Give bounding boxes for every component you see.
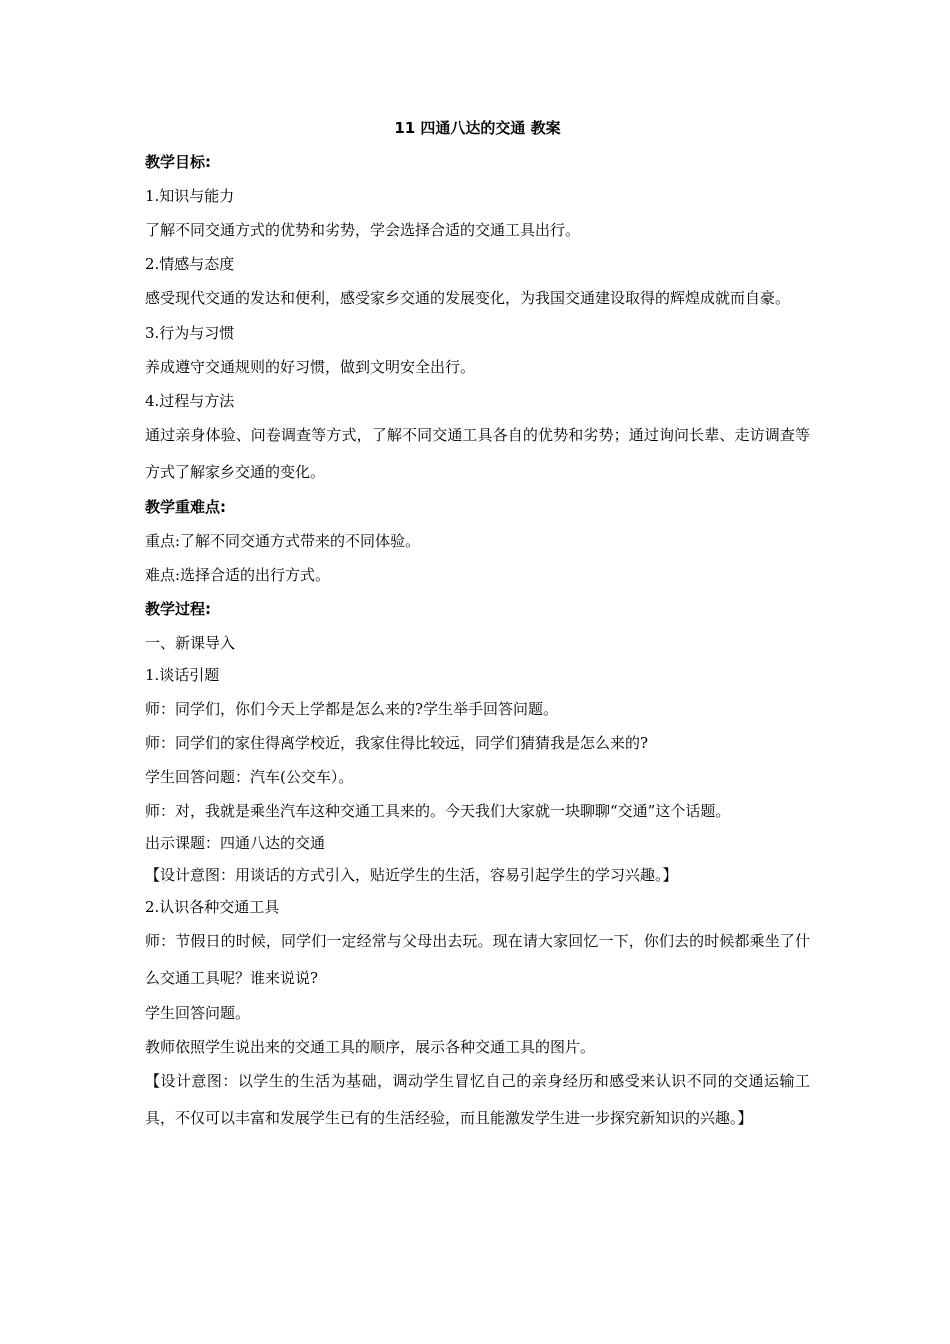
objective-3-text: 养成遵守交通规则的好习惯，做到文明安全出行。 — [145, 358, 476, 376]
dialogue-line: 师：同学们，你们今天上学都是怎么来的?学生举手回答问题。 — [145, 700, 559, 718]
document-title: 11 四通八达的交通 教案 — [394, 119, 561, 137]
section-heading-process: 教学过程: — [145, 600, 211, 618]
objective-4-heading: 4.过程与方法 — [145, 392, 235, 410]
teacher-action-line: 教师依照学生说出来的交通工具的顺序，展示各种交通工具的图片。 — [145, 1038, 596, 1056]
section-heading-objectives: 教学目标: — [145, 153, 211, 171]
section-heading-key-points: 教学重难点: — [145, 498, 226, 516]
process-substep-1-heading: 1.谈话引题 — [145, 666, 220, 684]
process-step-1-heading: 一、新课导入 — [145, 634, 236, 652]
dialogue-line: 学生回答问题。 — [145, 1004, 251, 1022]
key-point: 重点:了解不同交通方式带来的不同体验。 — [145, 532, 421, 550]
process-substep-2-heading: 2.认识各种交通工具 — [145, 898, 280, 916]
objective-1-heading: 1.知识与能力 — [145, 187, 235, 205]
objective-2-text: 感受现代交通的发达和便利，感受家乡交通的发展变化，为我国交通建设取得的辉煌成就而自豪。 — [145, 289, 791, 307]
design-intent-note: 【设计意图：以学生的生活为基础，调动学生冒忆自己的亲身经历和感受来认识不同的交通运输工具，不仅可以丰富和发展学生已有的生活经验，而且能激发学生进一步探究新知识的兴趣。】 — [145, 1072, 810, 1127]
objective-4-text: 通过亲身体验、问卷调查等方式，了解不同交通工具各自的优势和劣势；通过询问长辈、走访调查等方式了解家乡交通的变化。 — [145, 426, 810, 481]
dialogue-line: 师：对，我就是乘坐汽车这种交通工具来的。今天我们大家就一块聊聊“交通”这个话题。 — [145, 802, 731, 820]
objective-2-heading: 2.情感与态度 — [145, 255, 235, 273]
dialogue-line: 学生回答问题：汽车(公交车）。 — [145, 768, 354, 786]
dialogue-paragraph: 师：节假日的时候，同学们一定经常与父母出去玩。现在请大家回忆一下，你们去的时候都乘坐了什么交通工具呢？谁来说说? — [145, 932, 810, 987]
document-page — [145, 118, 810, 1143]
difficult-point: 难点:选择合适的出行方式。 — [145, 566, 331, 584]
design-intent-note: 【设计意图：用谈话的方式引入，贴近学生的生活，容易引起学生的学习兴趣。】 — [145, 866, 678, 884]
lesson-topic-line: 出示课题：四通八达的交通 — [145, 834, 326, 852]
objective-1-text: 了解不同交通方式的优势和劣势，学会选择合适的交通工具出行。 — [145, 221, 581, 239]
dialogue-line: 师：同学们的家住得离学校近，我家住得比较远，同学们猜猜我是怎么来的? — [145, 734, 649, 752]
objective-3-heading: 3.行为与习惯 — [145, 324, 235, 342]
